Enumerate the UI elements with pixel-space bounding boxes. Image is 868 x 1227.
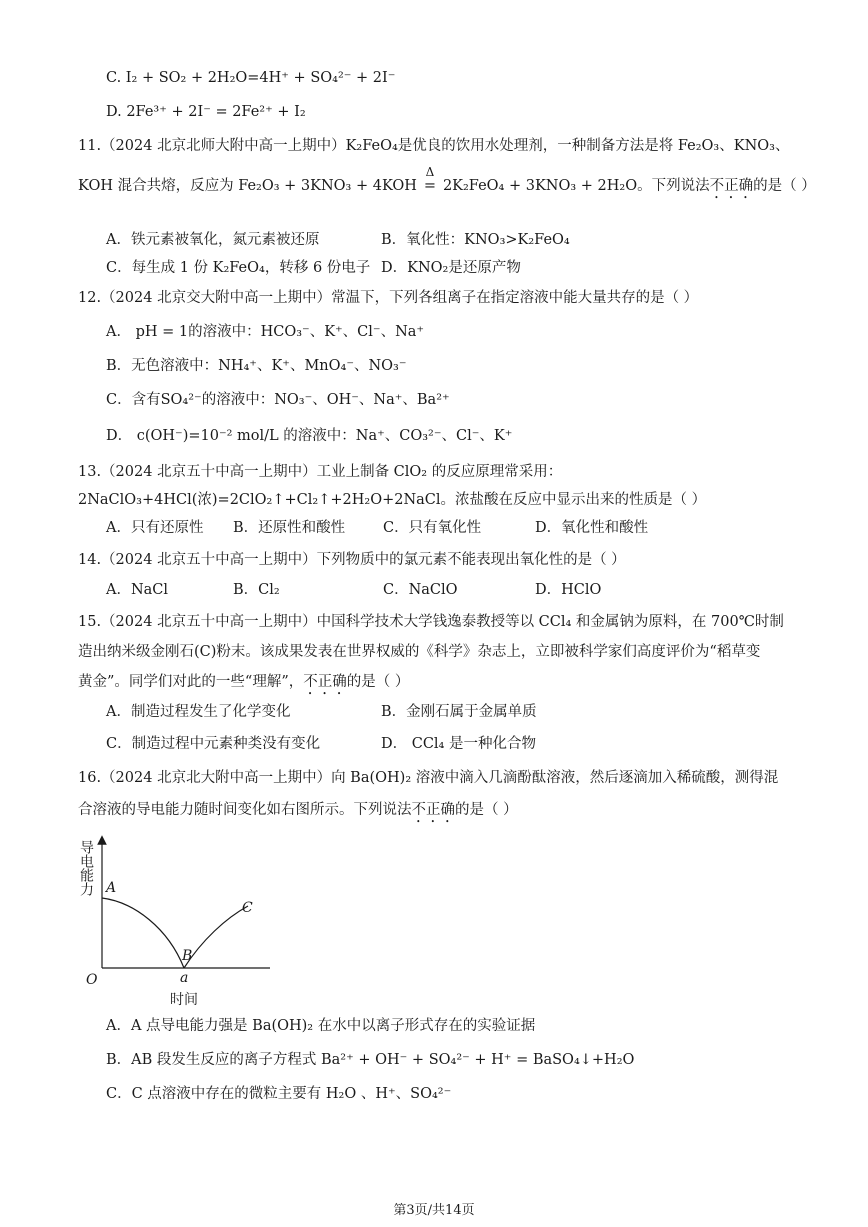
tick-a-label: a	[180, 970, 189, 986]
point-a-label: A	[106, 880, 117, 896]
q13-option-d: D．氧化性和酸性	[535, 520, 649, 536]
q15-stem-text: 黄金”。同学们对此的一些“理解”，	[78, 674, 304, 690]
q15-tail: 的是（ ）	[346, 674, 410, 690]
q15-stem-line3	[78, 672, 409, 698]
q11-option-d: D．KNO₂是还原产物	[381, 260, 521, 276]
point-b-label: B	[182, 948, 193, 964]
q15-options-row1	[106, 702, 537, 722]
q12-stem: 12.（2024 北京交大附中高一上期中）常温下，下列各组离子在指定溶液中能大量共存的是（ ）	[78, 290, 699, 306]
q16-stem-text: 合溶液的导电能力随时间变化如右图所示。下列说法	[78, 802, 412, 818]
q16-stem-line1: 16.（2024 北京北大附中高一上期中）向 Ba(OH)₂ 溶液中滴入几滴酚酞溶液，然后逐滴加入稀硫酸，测得混	[78, 770, 779, 786]
q15-options-row2	[106, 734, 536, 754]
q12-option-c: C．含有SO₄²⁻的溶液中：NO₃⁻、OH⁻、Na⁺、Ba²⁺	[106, 392, 450, 408]
q12-option-d: D． c(OH⁻)=10⁻² mol/L 的溶液中：Na⁺、CO₃²⁻、Cl⁻、K⁺	[106, 428, 513, 444]
q14-option-d: D．HClO	[535, 582, 602, 598]
q11-tail: 的是（ ）	[753, 178, 816, 194]
q16-option-b: B．AB 段发生反应的离子方程式 Ba²⁺ + OH⁻ + SO₄²⁻ + H⁺ = BaSO₄↓+H₂O	[106, 1052, 635, 1068]
q15-stem-line2: 造出纳米级金刚石(C)粉末。该成果发表在世界权威的《科学》杂志上，立即被科学家们高度评价为“稻草变	[78, 644, 761, 660]
q16-tail: 的是（ ）	[455, 802, 518, 818]
q15-option-d: D． CCl₄ 是一种化合物	[381, 736, 536, 752]
q15-option-c: C．制造过程中元素种类没有变化	[106, 736, 321, 752]
q11-option-b: B．氧化性：KNO₃>K₂FeO₄	[381, 232, 570, 248]
q12-option-a: A． pH = 1的溶液中：HCO₃⁻、K⁺、Cl⁻、Na⁺	[106, 324, 425, 340]
origin-label: O	[86, 972, 98, 988]
page-footer: 第3页/共14页	[393, 1203, 475, 1218]
q14-stem: 14.（2024 北京五十中高一上期中）下列物质中的氯元素不能表现出氧化性的是（ ）	[78, 552, 626, 568]
q16-stem-line2	[78, 800, 518, 826]
q14-option-c: C．NaClO	[383, 582, 458, 598]
conductivity-graph	[76, 832, 276, 1010]
q11-emphasis: 不正确	[709, 178, 754, 194]
option-c-prev: C. I₂ + SO₂ + 2H₂O=4H⁺ + SO₄²⁻ + 2I⁻	[106, 70, 396, 86]
q13-stem: 13.（2024 北京五十中高一上期中）工业上制备 ClO₂ 的反应原理常采用：	[78, 464, 563, 480]
q15-option-b: B．金刚石属于金属单质	[381, 704, 537, 720]
q14-option-b: B．Cl₂	[233, 582, 280, 598]
q13-options	[106, 518, 648, 538]
q14-option-a: A．NaCl	[106, 582, 169, 598]
q15-stem-line1: 15.（2024 北京五十中高一上期中）中国科学技术大学钱逸泰教授等以 CCl₄ 和金属钠为原料，在 700℃时制	[78, 614, 784, 630]
q11-options-row2	[106, 258, 521, 278]
q11-stem-line2	[78, 165, 816, 202]
q11-option-a: A．铁元素被氧化，氮元素被还原	[106, 232, 320, 248]
q15-emphasis: 不正确	[303, 674, 347, 690]
curve-ab	[102, 898, 184, 968]
q13-option-c: C．只有氧化性	[383, 520, 482, 536]
q11-stem-line1: 11.（2024 北京北师大附中高一上期中）K₂FeO₄是优良的饮用水处理剂，一种制备方法是将 Fe₂O₃、KNO₃、	[78, 138, 790, 154]
point-c-label: C	[242, 900, 253, 916]
q15-option-a: A．制造过程发生了化学变化	[106, 704, 291, 720]
curve-bc	[184, 906, 248, 968]
q14-options	[106, 580, 601, 600]
q13-option-b: B．还原性和酸性	[233, 520, 346, 536]
q16-option-a: A．A 点导电能力强是 Ba(OH)₂ 在水中以离子形式存在的实验证据	[106, 1018, 536, 1034]
q16-option-c: C．C 点溶液中存在的微粒主要有 H₂O 、H⁺、SO₄²⁻	[106, 1086, 452, 1102]
option-d-prev: D. 2Fe³⁺ + 2I⁻ = 2Fe²⁺ + I₂	[106, 104, 306, 120]
y-axis-label: 导电能力	[78, 840, 94, 896]
q11-equation-left: KOH 混合共熔，反应为 Fe₂O₃ + 3KNO₃ + 4KOH	[78, 178, 417, 194]
q13-equation: 2NaClO₃+4HCl(浓)=2ClO₂↑+Cl₂↑+2H₂O+2NaCl。浓盐酸在反应中显示出来的性质是（ ）	[78, 492, 707, 508]
heat-delta-symbol: Δ	[425, 165, 435, 179]
q13-option-a: A．只有还原性	[106, 520, 204, 536]
heat-arrow: Δ =	[417, 176, 443, 196]
q11-option-c: C．每生成 1 份 K₂FeO₄，转移 6 份电子	[106, 260, 371, 276]
x-axis-label: 时间	[170, 992, 198, 1008]
q12-option-b: B．无色溶液中：NH₄⁺、K⁺、MnO₄⁻、NO₃⁻	[106, 358, 407, 374]
q11-equation-right: 2K₂FeO₄ + 3KNO₃ + 2H₂O。下列说法	[442, 178, 710, 194]
q16-emphasis: 不正确	[411, 802, 455, 818]
q11-options-row1	[106, 230, 570, 250]
